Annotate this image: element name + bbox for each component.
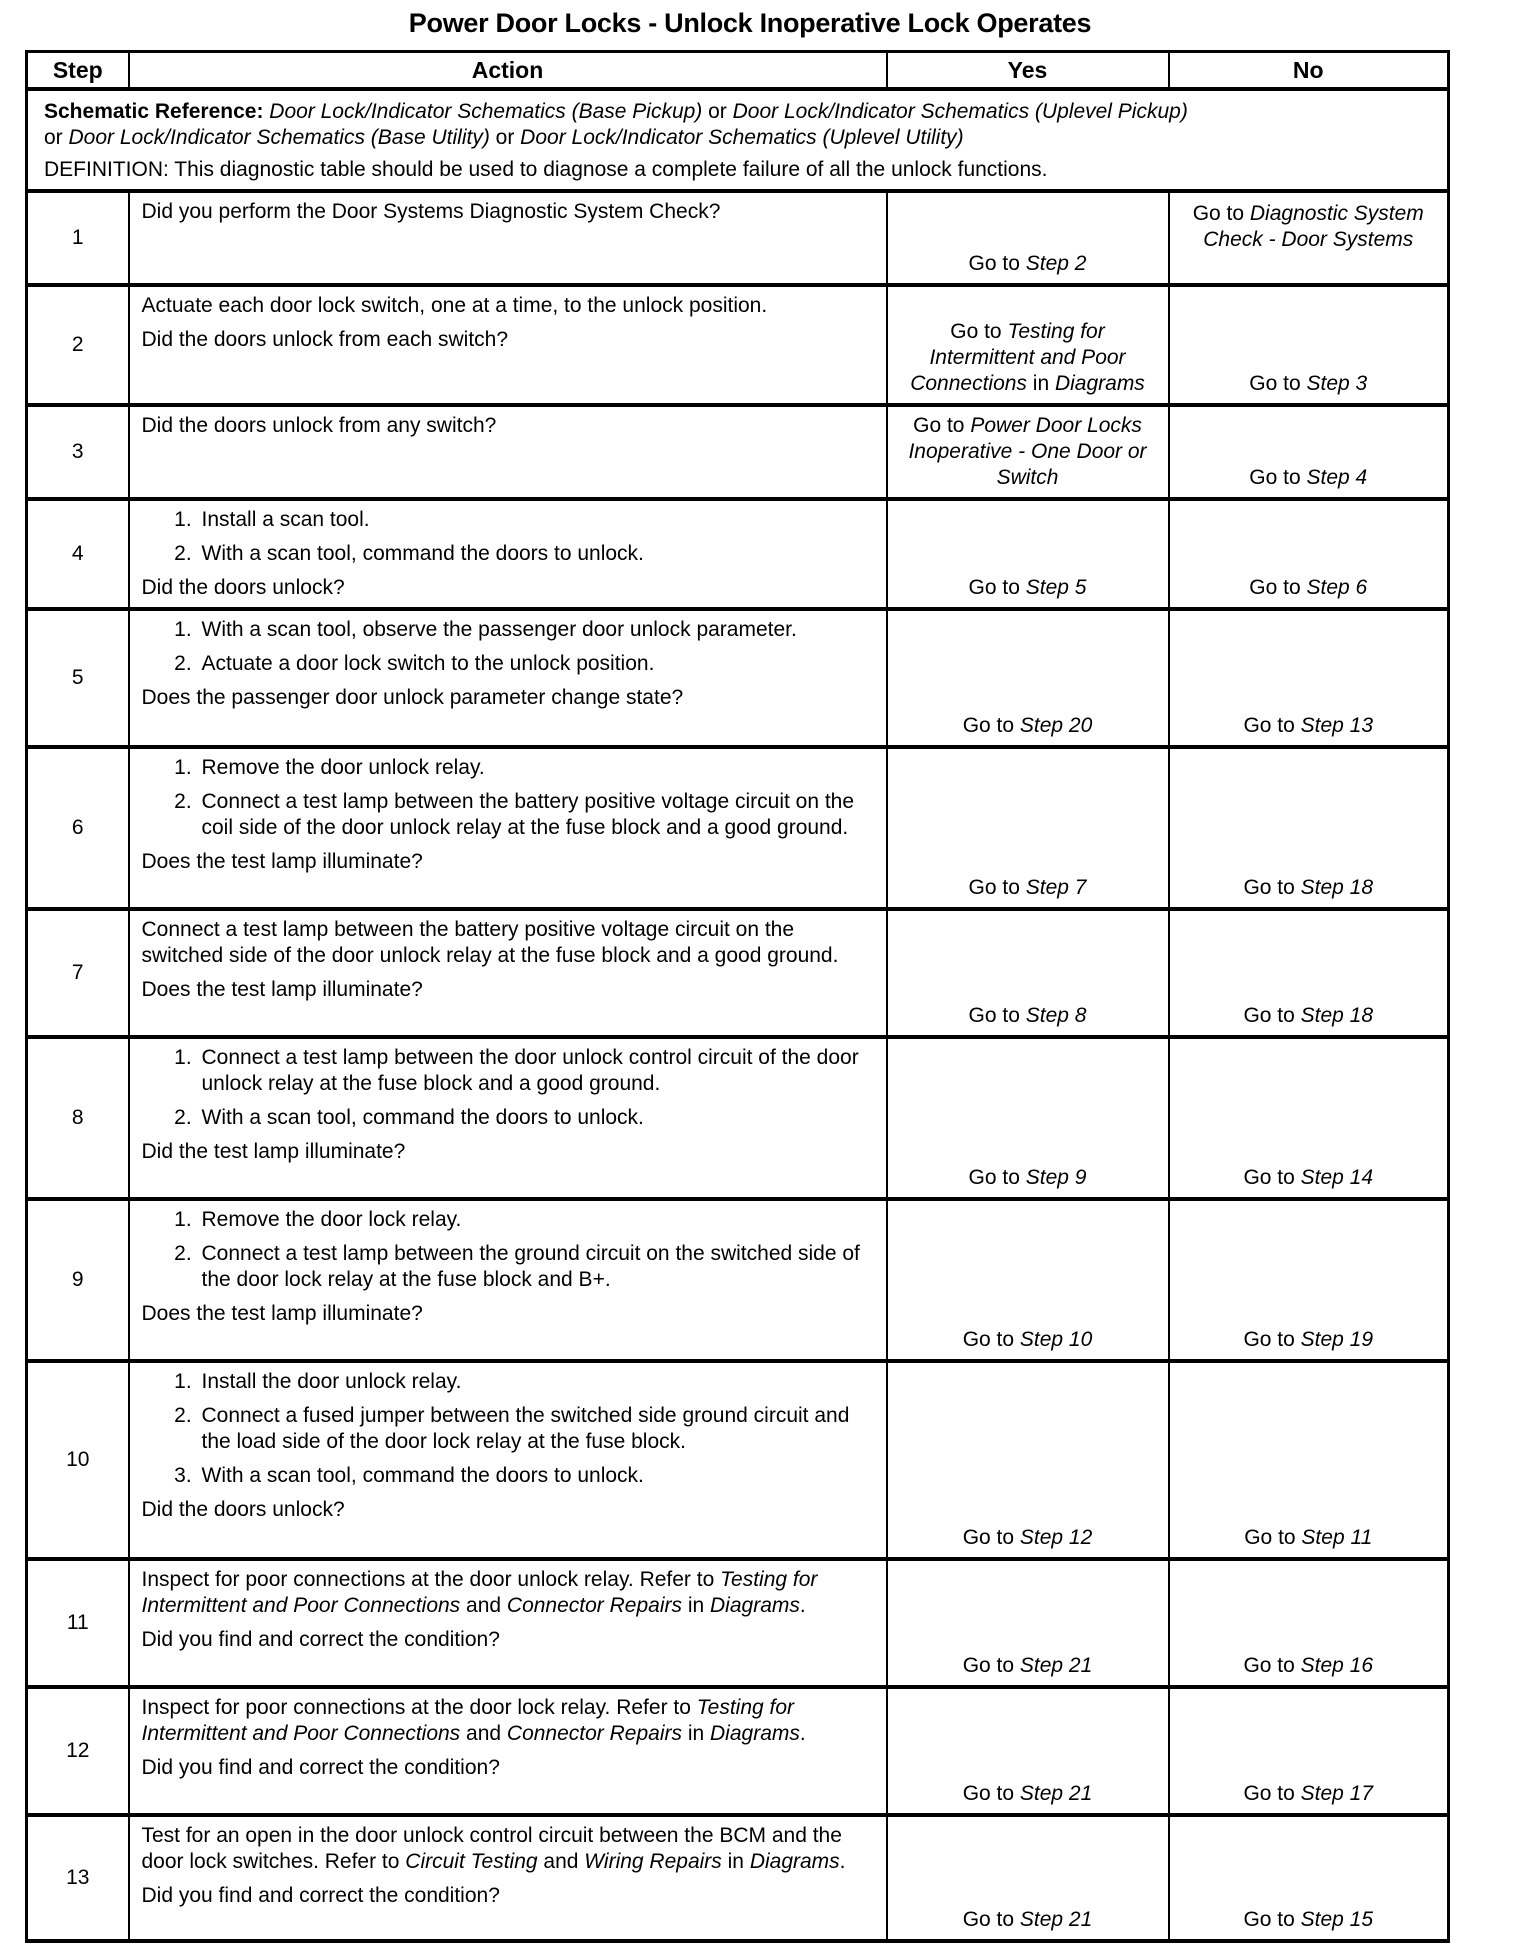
schematic-reference-row [27, 89, 1449, 191]
substep-list [142, 617, 874, 677]
no-goto-link[interactable]: Step 18 [1300, 876, 1374, 899]
goto-prefix: Go to [962, 1526, 1020, 1549]
reference-link-text: Circuit Testing [405, 1850, 538, 1873]
step-number: 7 [27, 909, 129, 1037]
goto-prefix: Go to [962, 1782, 1020, 1805]
substep-list [142, 1207, 874, 1293]
instruction-text: in [721, 1850, 750, 1873]
no-outcome-cell [1169, 609, 1449, 747]
diagnostic-table [25, 50, 1450, 1943]
yes-goto-link[interactable]: Step 2 [1025, 252, 1087, 275]
goto-prefix: Go to [1243, 1654, 1301, 1677]
goto-prefix: Go to [968, 876, 1026, 899]
table-row [27, 747, 1449, 909]
instruction-text: in [682, 1594, 711, 1617]
instruction-text: and [537, 1850, 585, 1873]
yes-goto-link[interactable]: Step 5 [1025, 576, 1087, 599]
no-goto-link[interactable]: Step 19 [1300, 1328, 1374, 1351]
or-text: or [702, 100, 733, 123]
step-number: 1 [27, 191, 129, 285]
instruction-text: and [460, 1594, 507, 1617]
substep-item: 2. With a scan tool, command the doors to unlock. [198, 541, 874, 567]
action-cell [129, 499, 887, 609]
table-row [27, 405, 1449, 499]
goto-connector: in [1026, 372, 1055, 395]
yes-outcome-cell [887, 1037, 1169, 1199]
instruction-text: and [460, 1722, 507, 1745]
goto-prefix: Go to [1243, 1908, 1301, 1931]
diagnostic-question: Does the test lamp illuminate? [141, 978, 423, 1001]
table-row [27, 909, 1449, 1037]
yes-goto-link[interactable]: Step 21 [1019, 1782, 1093, 1805]
yes-outcome-cell [887, 405, 1169, 499]
action-cell [129, 1361, 887, 1559]
action-instruction: Actuate each door lock switch, one at a time, to the unlock position. [141, 294, 768, 317]
schematic-ref-base-utility: Door Lock/Indicator Schematics (Base Utility) [68, 126, 490, 149]
yes-goto-link[interactable]: Step 21 [1019, 1908, 1093, 1931]
goto-prefix: Go to [1249, 466, 1307, 489]
no-outcome-cell [1169, 191, 1449, 285]
substep-item: 2. With a scan tool, command the doors to unlock. [198, 1105, 874, 1131]
diagnostic-question: Did you perform the Door Systems Diagnostic System Check? [141, 200, 721, 223]
yes-outcome-cell [887, 285, 1169, 405]
goto-prefix: Go to [1243, 1004, 1301, 1027]
goto-prefix: Go to [962, 1328, 1020, 1351]
yes-outcome-cell [887, 909, 1169, 1037]
no-outcome-cell [1169, 909, 1449, 1037]
action-cell [129, 1687, 887, 1815]
yes-outcome-cell [887, 499, 1169, 609]
column-header-yes: Yes [887, 52, 1169, 90]
no-outcome-cell [1169, 1361, 1449, 1559]
definition-text: DEFINITION: This diagnostic table should be used to diagnose a complete failure of all the unlock functions. [44, 158, 1048, 181]
yes-outcome-cell [887, 1559, 1169, 1687]
diagnostic-question: Did the doors unlock from any switch? [141, 414, 497, 437]
schematic-reference-label: Schematic Reference: [44, 100, 264, 123]
yes-outcome-cell [887, 1361, 1169, 1559]
substep-item: 2. Actuate a door lock switch to the unlock position. [198, 651, 874, 677]
table-row [27, 499, 1449, 609]
reference-link-text: Wiring Repairs [584, 1850, 722, 1873]
instruction-text: in [682, 1722, 711, 1745]
substep-item: 2. Connect a test lamp between the ground circuit on the switched side of the door lock relay at the fuse block and B+. [198, 1241, 874, 1293]
substep-item: 1. Connect a test lamp between the door unlock control circuit of the door unlock relay at the fuse block and a good ground. [198, 1045, 874, 1097]
action-instruction [142, 1567, 874, 1619]
table-row [27, 285, 1449, 405]
yes-goto-link[interactable]: Step 10 [1019, 1328, 1093, 1351]
substep-item: 2. Connect a test lamp between the battery positive voltage circuit on the coil side of the door unlock relay at the fuse block and a good ground. [198, 789, 874, 841]
or-text: or [489, 126, 521, 149]
diagnostic-question: Did the doors unlock? [141, 576, 345, 599]
substep-list [142, 507, 874, 567]
goto-prefix: Go to [1243, 1782, 1301, 1805]
column-header-step: Step [27, 52, 129, 90]
action-instruction [142, 1695, 874, 1747]
table-row [27, 609, 1449, 747]
goto-prefix: Go to [968, 576, 1026, 599]
goto-prefix: Go to [968, 1166, 1026, 1189]
action-instruction [142, 1823, 874, 1875]
yes-outcome-cell [887, 1815, 1169, 1941]
table-row [27, 1037, 1449, 1199]
diagnostic-question: Did you find and correct the condition? [141, 1628, 500, 1651]
column-header-action: Action [129, 52, 887, 90]
yes-goto-link[interactable]: Testing for Intermittent and Poor Connections [910, 320, 1126, 395]
goto-prefix: Go to [1244, 1526, 1302, 1549]
diagnostic-question: Did you find and correct the condition? [141, 1884, 500, 1907]
step-number: 3 [27, 405, 129, 499]
reference-link-text: Testing for Intermittent and Poor Connections [141, 1696, 795, 1745]
instruction-text: Inspect for poor connections at the door unlock relay. Refer to [141, 1568, 721, 1591]
action-cell [129, 1559, 887, 1687]
goto-prefix: Go to [1243, 1166, 1301, 1189]
diagnostic-question: Did the doors unlock from each switch? [141, 328, 509, 351]
instruction-text: . [839, 1850, 846, 1873]
substep-item: 2. Connect a fused jumper between the switched side ground circuit and the load side of the door lock relay at the fuse block. [198, 1403, 874, 1455]
instruction-text: . [799, 1722, 806, 1745]
reference-link-text: Diagrams [710, 1722, 800, 1745]
substep-item: 3. With a scan tool, command the doors to unlock. [198, 1463, 874, 1489]
no-outcome-cell [1169, 1687, 1449, 1815]
no-outcome-cell [1169, 747, 1449, 909]
goto-prefix: Go to [962, 1654, 1020, 1677]
diagnostic-question: Does the test lamp illuminate? [141, 1302, 423, 1325]
yes-goto-link[interactable]: Power Door Locks Inoperative - One Door or Switch [908, 414, 1147, 489]
substep-item: 1. With a scan tool, observe the passenger door unlock parameter. [198, 617, 874, 643]
yes-goto-link[interactable]: Step 7 [1025, 876, 1087, 899]
yes-outcome-cell [887, 191, 1169, 285]
substep-item: 1. Remove the door unlock relay. [198, 755, 874, 781]
goto-prefix: Go to [962, 714, 1020, 737]
yes-outcome-cell [887, 609, 1169, 747]
step-number: 13 [27, 1815, 129, 1941]
diagnostic-question: Does the test lamp illuminate? [141, 850, 423, 873]
diagnostic-steps [27, 191, 1449, 1941]
no-outcome-cell [1169, 285, 1449, 405]
step-number: 6 [27, 747, 129, 909]
no-outcome-cell [1169, 405, 1449, 499]
no-goto-link[interactable]: Step 3 [1306, 372, 1368, 395]
no-goto-link[interactable]: Step 13 [1300, 714, 1374, 737]
goto-prefix: Go to [913, 414, 971, 437]
yes-goto-link[interactable]: Step 12 [1019, 1526, 1093, 1549]
goto-prefix: Go to [1192, 202, 1250, 225]
goto-prefix: Go to [1243, 714, 1301, 737]
yes-goto-link[interactable]: Step 20 [1019, 714, 1093, 737]
yes-goto-link[interactable]: Step 8 [1025, 1004, 1087, 1027]
no-goto-link[interactable]: Step 11 [1301, 1526, 1373, 1549]
reference-link-text: Testing for Intermittent and Poor Connections [141, 1568, 818, 1617]
substep-list [142, 755, 874, 841]
no-outcome-cell [1169, 1199, 1449, 1361]
schematic-ref-uplevel-utility: Door Lock/Indicator Schematics (Uplevel Utility) [520, 126, 964, 149]
step-number: 5 [27, 609, 129, 747]
table-row [27, 1361, 1449, 1559]
yes-outcome-cell [887, 1687, 1169, 1815]
diagnostic-question: Did you find and correct the condition? [141, 1756, 500, 1779]
no-goto-link[interactable]: Step 17 [1300, 1782, 1374, 1805]
substep-item: 1. Install a scan tool. [198, 507, 874, 533]
goto-prefix: Go to [1249, 372, 1307, 395]
table-row [27, 1687, 1449, 1815]
yes-outcome-cell [887, 747, 1169, 909]
no-goto-link[interactable]: Step 14 [1300, 1166, 1374, 1189]
yes-outcome-cell [887, 1199, 1169, 1361]
action-cell [129, 405, 887, 499]
step-number: 4 [27, 499, 129, 609]
reference-link-text: Connector Repairs [506, 1594, 682, 1617]
goto-prefix: Go to [1243, 876, 1301, 899]
schematic-ref-uplevel-pickup: Door Lock/Indicator Schematics (Uplevel Pickup) [732, 100, 1188, 123]
step-number: 12 [27, 1687, 129, 1815]
no-goto-link[interactable]: Step 15 [1300, 1908, 1374, 1931]
schematic-reference [44, 99, 1431, 151]
table-row [27, 1559, 1449, 1687]
substep-item: 1. Remove the door lock relay. [198, 1207, 874, 1233]
goto-prefix: Go to [968, 252, 1026, 275]
goto-prefix: Go to [1249, 576, 1307, 599]
goto-prefix: Go to [1243, 1328, 1301, 1351]
column-header-no: No [1169, 52, 1449, 90]
reference-link-text: Diagrams [749, 1850, 840, 1873]
no-outcome-cell [1169, 1559, 1449, 1687]
no-goto-link[interactable]: Step 16 [1300, 1654, 1374, 1677]
step-number: 11 [27, 1559, 129, 1687]
diagnostic-question: Did the test lamp illuminate? [141, 1140, 406, 1163]
action-cell [129, 191, 887, 285]
schematic-ref-base-pickup: Door Lock/Indicator Schematics (Base Pickup) [269, 100, 703, 123]
action-cell [129, 285, 887, 405]
reference-link-text: Connector Repairs [506, 1722, 682, 1745]
instruction-text: Inspect for poor connections at the door lock relay. Refer to [141, 1696, 697, 1719]
table-row [27, 1199, 1449, 1361]
substep-list [142, 1045, 874, 1131]
goto-prefix: Go to [962, 1908, 1020, 1931]
action-cell [129, 909, 887, 1037]
or-text: or [44, 126, 69, 149]
no-goto-link[interactable]: Step 6 [1306, 576, 1368, 599]
no-outcome-cell [1169, 499, 1449, 609]
action-cell [129, 1815, 887, 1941]
diagnostic-question: Did the doors unlock? [141, 1498, 345, 1521]
substep-item: 1. Install the door unlock relay. [198, 1369, 874, 1395]
reference-link-text: Diagrams [710, 1594, 800, 1617]
step-number: 9 [27, 1199, 129, 1361]
instruction-text: . [799, 1594, 806, 1617]
yes-goto-link-secondary[interactable]: Diagrams [1054, 372, 1145, 395]
diagnostic-question: Does the passenger door unlock parameter change state? [141, 686, 684, 709]
step-number: 2 [27, 285, 129, 405]
step-number: 8 [27, 1037, 129, 1199]
table-header-row [27, 52, 1449, 90]
no-goto-link[interactable]: Diagnostic System Check - Door Systems [1203, 202, 1424, 251]
table-row [27, 191, 1449, 285]
instruction-text: Test for an open in the door unlock control circuit between the BCM and the door lock switches. Refer to [141, 1824, 842, 1873]
goto-prefix: Go to [950, 320, 1008, 343]
step-number: 10 [27, 1361, 129, 1559]
no-outcome-cell [1169, 1815, 1449, 1941]
yes-goto-link[interactable]: Step 9 [1025, 1166, 1087, 1189]
yes-goto-link[interactable]: Step 21 [1019, 1654, 1093, 1677]
substep-list [142, 1369, 874, 1489]
no-outcome-cell [1169, 1037, 1449, 1199]
action-cell [129, 1199, 887, 1361]
no-goto-link[interactable]: Step 18 [1300, 1004, 1374, 1027]
schematic-reference-cell [27, 89, 1449, 191]
no-goto-link[interactable]: Step 4 [1306, 466, 1368, 489]
action-cell [129, 747, 887, 909]
action-cell [129, 1037, 887, 1199]
action-instruction: Connect a test lamp between the battery positive voltage circuit on the switched side of the door unlock relay at the fuse block and a good ground. [141, 918, 839, 967]
table-row [27, 1815, 1449, 1941]
goto-prefix: Go to [968, 1004, 1026, 1027]
page-title: Power Door Locks - Unlock Inoperative Lock Operates [408, 8, 1092, 38]
action-cell [129, 609, 887, 747]
